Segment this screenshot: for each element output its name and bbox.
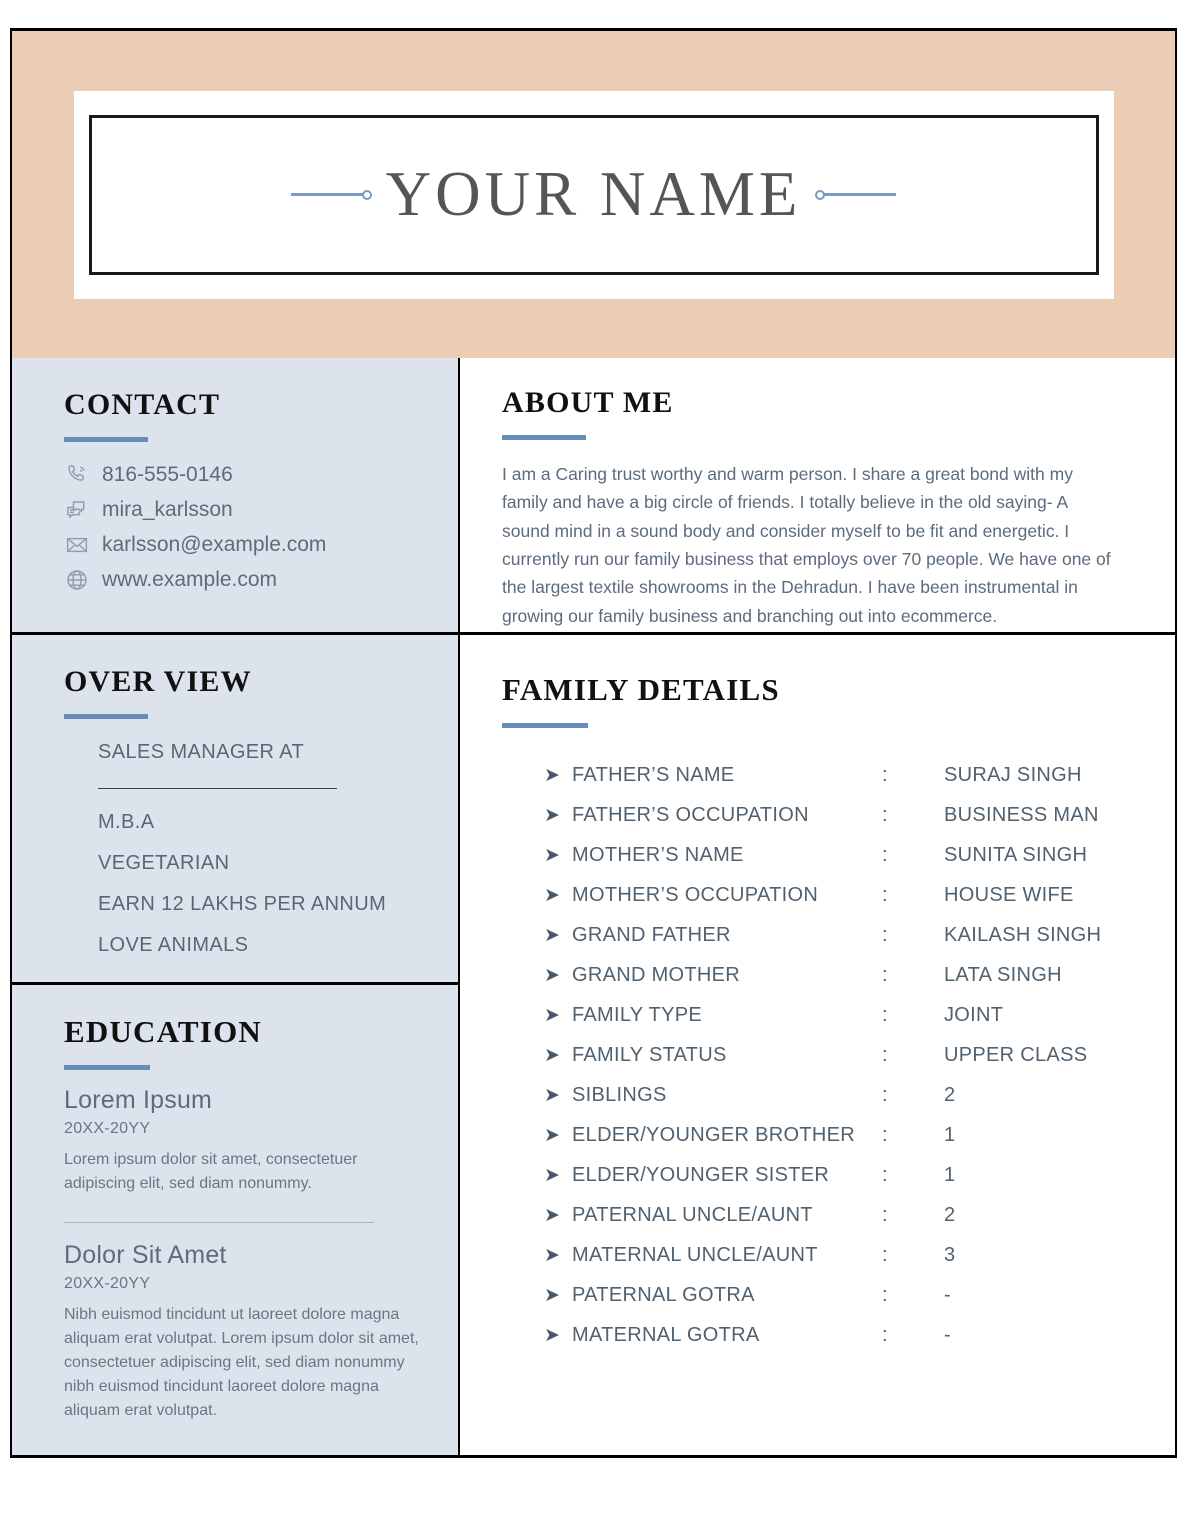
- family-separator: :: [882, 1164, 888, 1187]
- family-separator: :: [882, 924, 888, 947]
- arrow-bullet-icon: ➤: [544, 885, 561, 907]
- table-row: [544, 1244, 1135, 1267]
- section-about-me: [460, 358, 1175, 635]
- family-value: 3: [944, 1244, 956, 1267]
- table-row: [544, 844, 1135, 867]
- circle-line-right-icon: [815, 190, 896, 200]
- table-row: [544, 1164, 1135, 1187]
- table-row: [544, 1204, 1135, 1227]
- sidebar-column: [12, 358, 460, 1455]
- family-label: MATERNAL UNCLE/AUNT: [572, 1244, 818, 1267]
- arrow-bullet-icon: ➤: [544, 965, 561, 987]
- arrow-bullet-icon: ➤: [544, 1205, 561, 1227]
- family-label: PATERNAL UNCLE/AUNT: [572, 1204, 813, 1227]
- section-overview: [12, 635, 458, 985]
- table-row: [544, 1044, 1135, 1067]
- family-label: GRAND MOTHER: [572, 964, 741, 987]
- arrow-bullet-icon: ➤: [544, 1125, 561, 1147]
- family-label: ELDER/YOUNGER BROTHER: [572, 1124, 856, 1147]
- envelope-icon: [64, 532, 90, 558]
- family-value: 2: [944, 1084, 956, 1107]
- family-separator: :: [882, 1324, 888, 1347]
- contact-email-value: karlsson@example.com: [102, 533, 327, 556]
- table-row: [544, 924, 1135, 947]
- family-separator: :: [882, 1204, 888, 1227]
- table-row: [544, 964, 1135, 987]
- arrow-bullet-icon: ➤: [544, 1085, 561, 1107]
- overview-heading: OVER VIEW: [64, 665, 252, 698]
- education-heading: EDUCATION: [64, 1014, 262, 1049]
- table-row: [544, 804, 1135, 827]
- family-separator: :: [882, 804, 888, 827]
- family-value: SUNITA SINGH: [944, 844, 1088, 867]
- arrow-bullet-icon: ➤: [544, 1165, 561, 1187]
- family-details-list: [502, 764, 1135, 1364]
- about-heading-rule: [502, 435, 586, 440]
- family-value: -: [944, 1284, 951, 1307]
- family-label: GRAND FATHER: [572, 924, 731, 947]
- about-heading: ABOUT ME: [502, 386, 674, 419]
- globe-icon: [64, 567, 90, 593]
- contact-item-email[interactable]: [64, 532, 420, 558]
- arrow-bullet-icon: ➤: [544, 1005, 561, 1027]
- family-separator: :: [882, 844, 888, 867]
- overview-list: [64, 741, 420, 957]
- family-label: MOTHER’S OCCUPATION: [572, 884, 819, 907]
- phone-icon: [64, 462, 90, 488]
- table-row: [544, 764, 1135, 787]
- family-separator: :: [882, 1084, 888, 1107]
- body-grid: [10, 358, 1177, 1458]
- arrow-bullet-icon: ➤: [544, 925, 561, 947]
- contact-chat-value: mira_karlsson: [102, 498, 233, 521]
- family-value: KAILASH SINGH: [944, 924, 1102, 947]
- family-separator: :: [882, 1004, 888, 1027]
- family-value: LATA SINGH: [944, 964, 1062, 987]
- header-band: [10, 28, 1177, 358]
- table-row: [544, 1284, 1135, 1307]
- contact-item-website[interactable]: [64, 567, 420, 593]
- family-separator: :: [882, 1244, 888, 1267]
- section-family-details: [460, 635, 1175, 1455]
- family-value: 2: [944, 1204, 956, 1227]
- table-row: [544, 884, 1135, 907]
- family-value: 1: [944, 1124, 956, 1147]
- education-entry-1-years: 20XX-20YY: [64, 1275, 151, 1293]
- name-wrap: [291, 158, 897, 231]
- arrow-bullet-icon: ➤: [544, 1325, 561, 1347]
- contact-heading: CONTACT: [64, 388, 221, 421]
- family-label: FATHER’S NAME: [572, 764, 735, 787]
- education-divider: [64, 1222, 374, 1223]
- education-heading-rule: [64, 1065, 150, 1070]
- family-separator: :: [882, 884, 888, 907]
- family-label: FATHER’S OCCUPATION: [572, 804, 809, 827]
- family-value: UPPER CLASS: [944, 1044, 1088, 1067]
- contact-phone-value: 816-555-0146: [102, 463, 233, 486]
- section-contact: [12, 358, 458, 635]
- name-box: [89, 115, 1099, 275]
- family-separator: :: [882, 1284, 888, 1307]
- overview-headline: SALES MANAGER AT: [98, 741, 305, 763]
- family-separator: :: [882, 1044, 888, 1067]
- arrow-bullet-icon: ➤: [544, 1285, 561, 1307]
- contact-item-chat[interactable]: [64, 497, 420, 523]
- page-title: YOUR NAME: [385, 159, 802, 229]
- education-entry-0: [64, 1086, 420, 1196]
- overview-item-2: EARN 12 LAKHS PER ANNUM: [98, 893, 387, 915]
- about-body: I am a Caring trust worthy and warm person. I share a great bond with my family and have a big circle of friends. I totally believe in the old saying- A sound mind in a sound body and consider myself to be fit and energetic. I currently run our family business that employs over 70 people. We have one of the largest textile showrooms in the Dehradun. I have been instrumental in growing our family business and branching out into ecommerce.: [502, 464, 1111, 626]
- overview-item-1: VEGETARIAN: [98, 852, 230, 874]
- family-value: 1: [944, 1164, 956, 1187]
- family-heading-rule: [502, 723, 588, 728]
- main-column: [460, 358, 1175, 1455]
- overview-item-3: LOVE ANIMALS: [98, 934, 249, 956]
- family-separator: :: [882, 764, 888, 787]
- chat-icon: [64, 497, 90, 523]
- family-label: MATERNAL GOTRA: [572, 1324, 760, 1347]
- table-row: [544, 1004, 1135, 1027]
- family-label: FAMILY TYPE: [572, 1004, 703, 1027]
- family-value: SURAJ SINGH: [944, 764, 1082, 787]
- education-entry-0-description: Lorem ipsum dolor sit amet, consectetuer adipiscing elit, sed diam nonummy.: [64, 1151, 358, 1193]
- family-separator: :: [882, 964, 888, 987]
- education-entry-1-description: Nibh euismod tincidunt ut laoreet dolore magna aliquam erat volutpat. Lorem ipsum dolor sit amet, consectetuer adipiscing elit, sed diam nonummy nibh euismod tincidunt laoreet dolore magna aliquam erat volutpat.: [64, 1306, 419, 1420]
- arrow-bullet-icon: ➤: [544, 1045, 561, 1067]
- family-label: PATERNAL GOTRA: [572, 1284, 755, 1307]
- table-row: [544, 1084, 1135, 1107]
- contact-item-phone[interactable]: [64, 462, 420, 488]
- family-label: SIBLINGS: [572, 1084, 667, 1107]
- family-label: FAMILY STATUS: [572, 1044, 727, 1067]
- line-circle-left-icon: [291, 190, 372, 200]
- overview-divider: [98, 788, 337, 789]
- family-value: JOINT: [944, 1004, 1004, 1027]
- overview-heading-rule: [64, 714, 148, 719]
- section-education: [12, 985, 458, 1455]
- education-entry-0-name: Lorem Ipsum: [64, 1086, 213, 1115]
- header-card: [74, 91, 1114, 299]
- family-value: -: [944, 1324, 951, 1347]
- family-value: HOUSE WIFE: [944, 884, 1074, 907]
- arrow-bullet-icon: ➤: [544, 765, 561, 787]
- contact-heading-rule: [64, 437, 148, 442]
- family-label: ELDER/YOUNGER SISTER: [572, 1164, 830, 1187]
- arrow-bullet-icon: ➤: [544, 1245, 561, 1267]
- overview-item-0: M.B.A: [98, 811, 155, 833]
- arrow-bullet-icon: ➤: [544, 845, 561, 867]
- table-row: [544, 1124, 1135, 1147]
- education-entry-1-name: Dolor Sit Amet: [64, 1241, 227, 1270]
- contact-website-value: www.example.com: [102, 568, 278, 591]
- arrow-bullet-icon: ➤: [544, 805, 561, 827]
- family-heading: FAMILY DETAILS: [502, 672, 780, 707]
- contact-list: [64, 462, 420, 593]
- table-row: [544, 1324, 1135, 1347]
- education-entry-1: [64, 1241, 420, 1423]
- family-value: BUSINESS MAN: [944, 804, 1099, 827]
- education-entry-0-years: 20XX-20YY: [64, 1120, 151, 1138]
- family-label: MOTHER’S NAME: [572, 844, 744, 867]
- family-separator: :: [882, 1124, 888, 1147]
